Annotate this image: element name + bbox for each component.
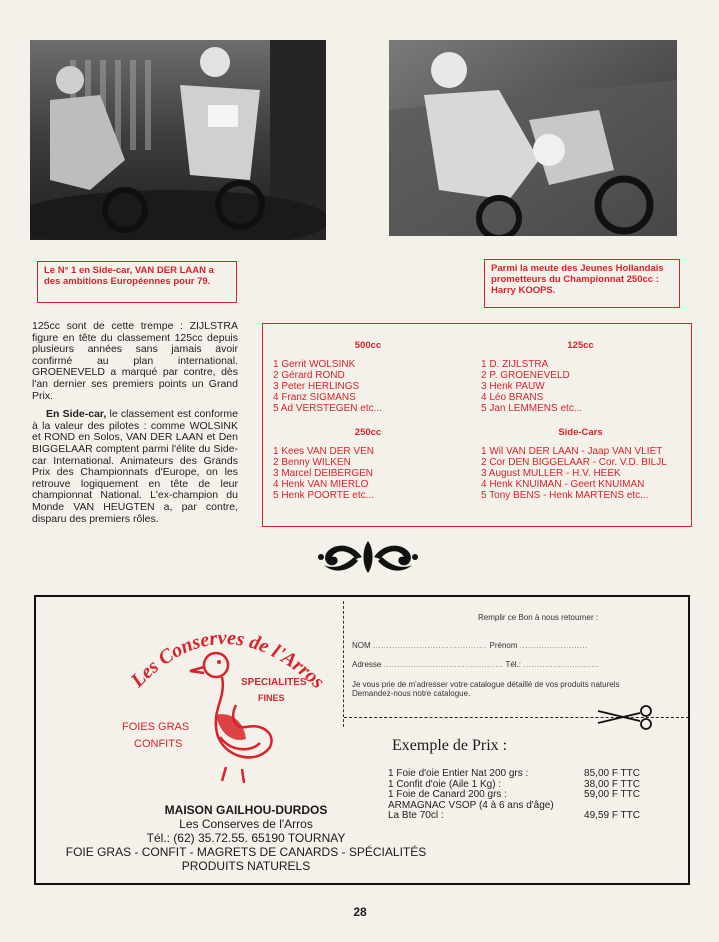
heading-sidecars: Side-Cars [558, 427, 603, 438]
price-label: ARMAGNAC VSOP (4 à 6 ans d'âge) [388, 799, 554, 811]
prenom-field[interactable]: ......................... [519, 641, 588, 650]
foies-gras-label: FOIES GRAS [122, 721, 190, 733]
tel-label: Tél.: [505, 660, 522, 669]
list-item: 3 August MULLER - H.V. HEEK [481, 468, 621, 479]
caption-left: Le N° 1 en Side-car, VAN DER LAAN a des ambitions Européennes pour 79. [37, 261, 237, 303]
adresse-field[interactable]: ............................................ [383, 660, 504, 669]
fines-label: FINES [258, 693, 285, 703]
article-paragraph-2 [32, 409, 238, 525]
logo-text: Les Conserves de l'Arros [126, 626, 329, 693]
list-item: 2 P. GROENEVELD [481, 370, 570, 381]
heading-125cc: 125cc [567, 340, 594, 351]
price-label: La Bte 70cl : [388, 810, 444, 821]
list-item: 2 Benny WILKEN [273, 457, 351, 468]
list-item: 3 Henk PAUW [481, 381, 545, 392]
photo-sidecar [30, 40, 326, 240]
photo-motocross [389, 40, 677, 236]
ornament-icon [318, 535, 418, 579]
list-item: 2 Cor DEN BIGGELAAR - Cor. V.D. BILJL [481, 457, 667, 468]
confits-label: CONFITS [134, 738, 183, 750]
form-divider [343, 601, 344, 727]
list-item: 1 Kees VAN DER VEN [273, 446, 374, 457]
list-item: 1 D. ZIJLSTRA [481, 359, 549, 370]
advertisement [34, 595, 690, 885]
heading-250cc: 250cc [354, 427, 382, 438]
form-request-1: Je vous prie de m'adresser votre catalogue détaillé de vos produits naturels [352, 680, 620, 689]
company-phone: Tél.: (62) 35.72.55. 65190 TOURNAY [146, 831, 346, 845]
results-box [262, 323, 692, 527]
price-label: 1 Confit d'oie (Aile 1 Kg) : [388, 778, 502, 790]
list-item: 4 Léo BRANS [481, 392, 544, 403]
company-products-2: PRODUITS NATURELS [181, 859, 311, 873]
heading-500cc: 500cc [354, 340, 382, 351]
price-amount: 85,00 F TTC [584, 768, 640, 779]
scissors-icon [596, 703, 656, 731]
list-item: 4 Henk VAN MIERLO [273, 479, 369, 490]
form-request-2: Demandez-nous notre catalogue. [352, 689, 471, 698]
caption-right: Parmi la meute des Jeunes Hollandais prometteurs du Championnat 250cc : Harry KOOPS. [484, 259, 680, 308]
list-sidecars [481, 446, 683, 501]
price-row [388, 811, 640, 822]
specialites-label: SPECIALITES [241, 677, 307, 688]
price-amount: 59,00 F TTC [584, 789, 640, 800]
adresse-label: Adresse [352, 660, 382, 669]
nom-field[interactable]: .......................................... [372, 641, 488, 650]
list-item: 4 Franz SIGMANS [273, 392, 356, 403]
price-list [388, 769, 640, 822]
form-row-name [352, 641, 588, 650]
list-item: 1 Wil VAN DER LAAN - Jaap VAN VLIET [481, 446, 663, 457]
article-paragraph-2-text: le classement est conforme à la valeur des pilotes : comme WOLSINK et ROND en Solos, VAN DER LAAN et Den BIGGELAAR comptent parmi l'élite du Side-car International. Animateurs des Grands Prix des Championnats d'Europe, on les retrouve logiquement en tête de leur championnat National. L'ex-champion du Monde VAN HEUGTEN a, par contre, disparu des premiers rôles. [32, 408, 238, 525]
list-item: 5 Tony BENS - Henk MARTENS etc... [481, 490, 649, 501]
list-125cc [481, 359, 681, 414]
list-item: 3 Marcel DEIBERGEN [273, 468, 374, 479]
list-500cc [273, 359, 473, 414]
price-heading: Exemple de Prix : [392, 737, 508, 754]
tel-field[interactable]: ............................ [523, 660, 600, 669]
company-products-1: FOIE GRAS - CONFIT - MAGRETS DE CANARDS - SPÉCIALITÉS [65, 845, 427, 859]
form-title: Remplir ce Bon à nous retourner : [478, 613, 599, 622]
list-item: 5 Ad VERSTEGEN etc... [273, 403, 382, 414]
company-name: MAISON GAILHOU-DURDOS [164, 803, 328, 817]
page-number: 28 [353, 905, 367, 919]
company-subtitle: Les Conserves de l'Arros [179, 817, 313, 831]
nom-label: NOM [352, 641, 371, 650]
goose-icon [186, 647, 276, 787]
article-body [32, 321, 238, 532]
article-paragraph-1: 125cc sont de cette trempe : ZIJLSTRA figure en tête du classement 125cc depuis plusieurs années sans jamais avoir confirmé au plan international. GROENEVELD a marqué par contre, dès l'an dernier ses premiers points un Grand Prix. [32, 320, 238, 402]
list-item: 5 Jan LEMMENS etc... [481, 403, 583, 414]
price-label: 1 Foie d'oie Entier Nat 200 grs : [388, 768, 529, 779]
list-item: 2 Gérard ROND [273, 370, 345, 381]
list-item: 5 Henk POORTE etc... [273, 490, 374, 501]
price-label: 1 Foie de Canard 200 grs : [388, 789, 507, 800]
list-item: 1 Gerrit WOLSINK [273, 359, 356, 370]
list-item: 3 Peter HERLINGS [273, 381, 360, 392]
list-250cc [273, 446, 473, 501]
price-amount: 38,00 F TTC [584, 778, 640, 790]
prenom-label: Prénom [489, 641, 518, 650]
list-item: 4 Henk KNUIMAN - Geert KNUIMAN [481, 479, 645, 490]
price-amount: 49,59 F TTC [584, 810, 640, 821]
article-lead: En Side-car, [46, 408, 107, 421]
form-row-address [352, 660, 600, 669]
